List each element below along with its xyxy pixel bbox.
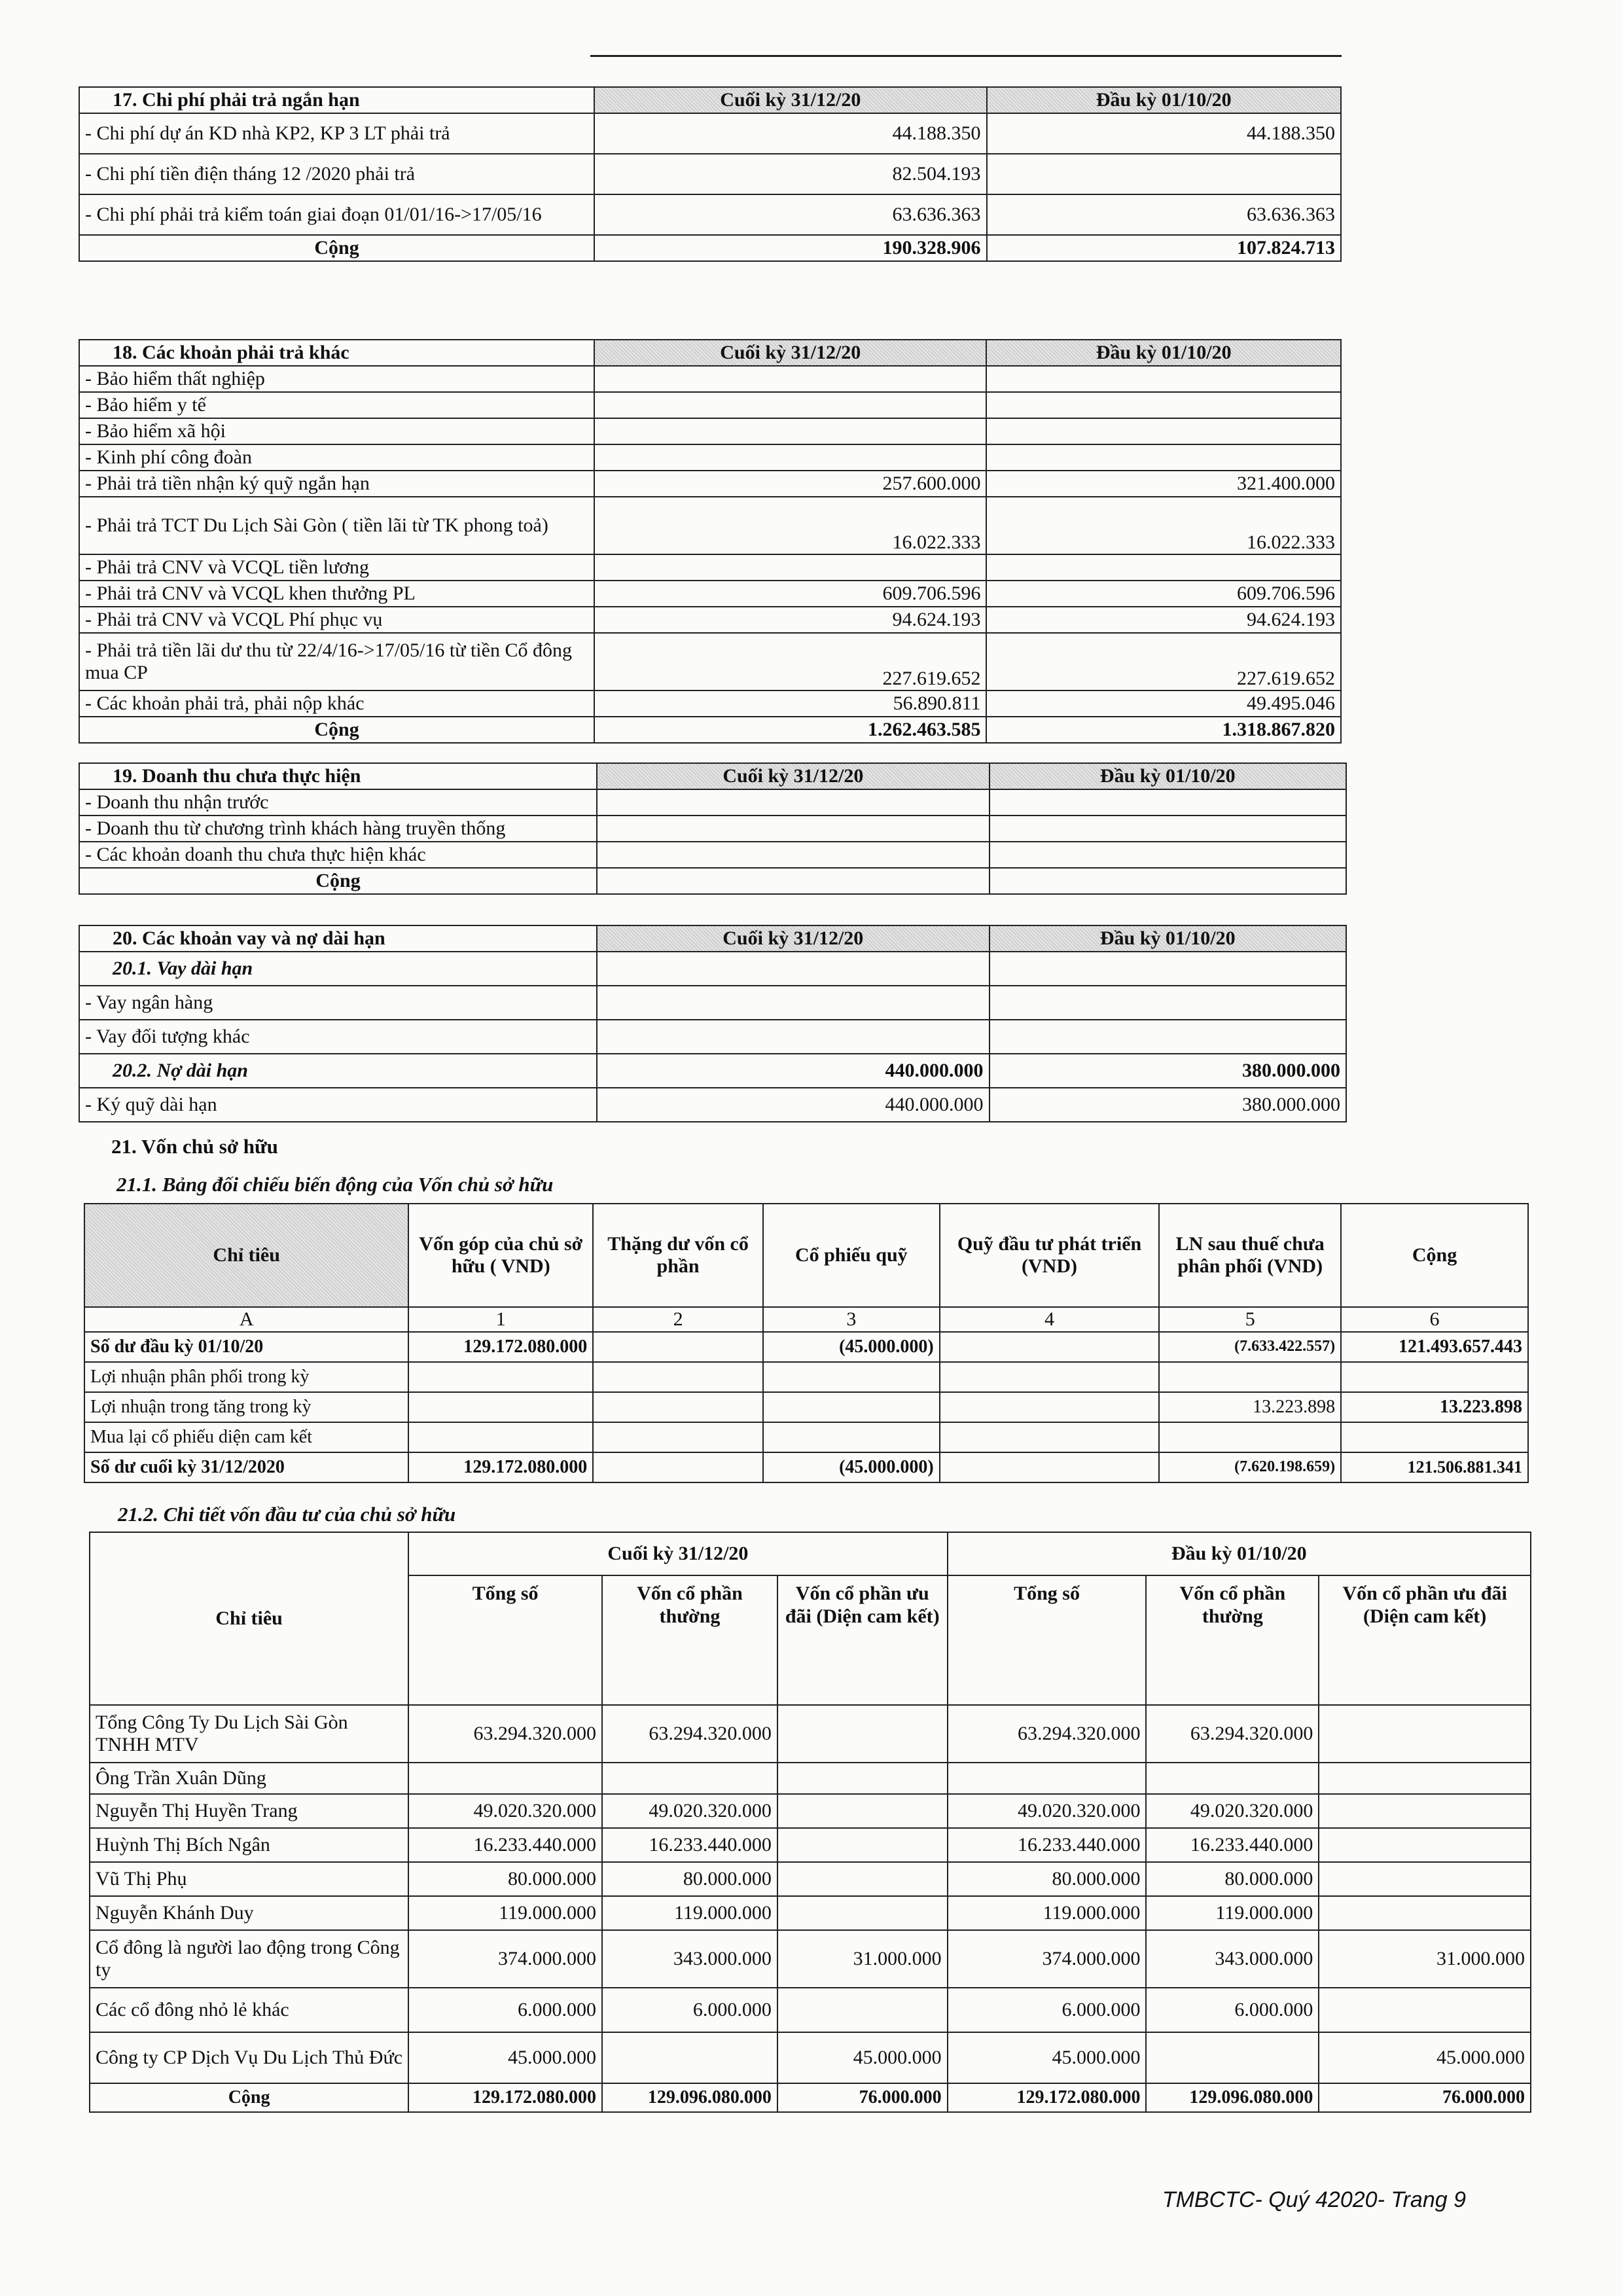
row-label: - Vay đối tượng khác — [79, 1020, 597, 1054]
value-cell: 6.000.000 — [948, 1988, 1147, 2032]
value-begin: 44.188.350 — [987, 113, 1342, 154]
owner-name: Cổ đông là người lao động trong Công ty — [90, 1930, 408, 1988]
value-cell: 121.493.657.443 — [1341, 1332, 1528, 1362]
col-header-begin: Đầu kỳ 01/10/20 — [986, 340, 1341, 366]
col-header-end: Cuối kỳ 31/12/20 — [594, 340, 986, 366]
table-row — [84, 1332, 1528, 1362]
value-cell — [777, 1705, 948, 1763]
value-cell — [948, 1763, 1147, 1794]
table-row — [90, 1862, 1531, 1896]
row-label: - Phải trả tiền lãi dư thu từ 22/4/16->17/05/16 từ tiền Cổ đông mua CP — [79, 633, 594, 691]
value-cell — [593, 1452, 763, 1482]
table-other-payables — [79, 339, 1342, 744]
total-cell: 129.096.080.000 — [1146, 2083, 1319, 2112]
owner-name: Công ty CP Dịch Vụ Du Lịch Thủ Đức — [90, 2032, 408, 2083]
section-title: 17. Chi phí phải trả ngắn hạn — [79, 87, 594, 113]
group-header-begin: Đầu kỳ 01/10/20 — [948, 1532, 1531, 1575]
value-end: 44.188.350 — [594, 113, 986, 154]
table-row — [90, 1705, 1531, 1763]
value-cell — [940, 1362, 1160, 1392]
value-cell: 129.172.080.000 — [408, 1332, 593, 1362]
value-cell: 119.000.000 — [602, 1896, 777, 1930]
value-cell: (45.000.000) — [763, 1332, 940, 1362]
value-cell — [602, 1763, 777, 1794]
col-header-end: Cuối kỳ 31/12/20 — [597, 925, 989, 952]
header-cell: Cổ phiếu quỹ — [763, 1204, 940, 1307]
value-cell — [593, 1422, 763, 1452]
row-label: - Phải trả TCT Du Lịch Sài Gòn ( tiền lãi từ TK phong toả) — [79, 497, 594, 554]
row-label: - Doanh thu từ chương trình khách hàng truyền thống — [79, 816, 597, 842]
value-cell — [408, 1763, 602, 1794]
value-cell: 31.000.000 — [777, 1930, 948, 1988]
index-cell: 5 — [1159, 1307, 1341, 1332]
value-cell — [777, 1828, 948, 1862]
value-cell: 6.000.000 — [408, 1988, 602, 2032]
total-cell: 129.172.080.000 — [948, 2083, 1147, 2112]
value-cell: 49.020.320.000 — [948, 1794, 1147, 1828]
header-cell: Vốn cổ phần ưu đãi (Diện cam kết) — [777, 1575, 948, 1705]
col-header-begin: Đầu kỳ 01/10/20 — [990, 925, 1347, 952]
header-cell: Quỹ đầu tư phát triển (VND) — [940, 1204, 1160, 1307]
value-begin — [986, 554, 1341, 581]
value-cell — [1319, 1794, 1531, 1828]
subsection-title: 21.1. Bảng đối chiếu biến động của Vốn chủ sở hữu — [116, 1173, 554, 1196]
value-cell: 119.000.000 — [948, 1896, 1147, 1930]
col-header-begin: Đầu kỳ 01/10/20 — [990, 763, 1346, 789]
group-header-end: Cuối kỳ 31/12/20 — [408, 1532, 947, 1575]
value-cell — [777, 1794, 948, 1828]
table-row — [90, 2032, 1531, 2083]
total-end: 190.328.906 — [594, 235, 986, 261]
value-cell: 45.000.000 — [948, 2032, 1147, 2083]
value-end — [594, 418, 986, 444]
value-cell — [1319, 1828, 1531, 1862]
value-cell: 374.000.000 — [948, 1930, 1147, 1988]
header-cell: Tổng số — [408, 1575, 602, 1705]
value-cell: 121.506.881.341 — [1341, 1452, 1528, 1482]
table-row-total — [90, 2083, 1531, 2112]
table-row — [84, 1392, 1528, 1422]
value-cell: 16.233.440.000 — [948, 1828, 1147, 1862]
value-cell — [593, 1332, 763, 1362]
row-label: - Chi phí phải trả kiểm toán giai đoạn 01/01/16->17/05/16 — [79, 194, 594, 235]
value-end: 227.619.652 — [594, 633, 986, 691]
value-begin — [986, 418, 1341, 444]
value-cell: 45.000.000 — [1319, 2032, 1531, 2083]
value-end: 16.022.333 — [594, 497, 986, 554]
value-cell: 80.000.000 — [1146, 1862, 1319, 1896]
row-label: Lợi nhuận trong tăng trong kỳ — [84, 1392, 408, 1422]
value-cell — [408, 1392, 593, 1422]
value-cell: 119.000.000 — [408, 1896, 602, 1930]
row-label: - Chi phí tiền điện tháng 12 /2020 phải trả — [79, 154, 594, 194]
table-row — [90, 1828, 1531, 1862]
owner-name: Nguyễn Thị Huyền Trang — [90, 1794, 408, 1828]
section-title: 21. Vốn chủ sở hữu — [111, 1135, 278, 1158]
value-begin — [986, 392, 1341, 418]
row-label: - Phải trả CNV và VCQL Phí phục vụ — [79, 607, 594, 633]
section-title: 20. Các khoản vay và nợ dài hạn — [79, 925, 597, 952]
value-cell — [940, 1422, 1160, 1452]
value-cell: 49.020.320.000 — [1146, 1794, 1319, 1828]
value-cell: (7.633.422.557) — [1159, 1332, 1341, 1362]
value-cell: 343.000.000 — [1146, 1930, 1319, 1988]
value-cell — [1319, 1763, 1531, 1794]
value-cell — [763, 1392, 940, 1422]
value-begin: 49.495.046 — [986, 691, 1341, 717]
owner-name: Ông Trần Xuân Dũng — [90, 1763, 408, 1794]
value-cell — [593, 1362, 763, 1392]
value-begin: 609.706.596 — [986, 581, 1341, 607]
value-cell: 80.000.000 — [948, 1862, 1147, 1896]
value-end — [594, 554, 986, 581]
header-cell: Cộng — [1341, 1204, 1528, 1307]
value-begin: 94.624.193 — [986, 607, 1341, 633]
value-cell — [602, 2032, 777, 2083]
value-end: 609.706.596 — [594, 581, 986, 607]
value-begin: 63.636.363 — [987, 194, 1342, 235]
value-cell — [408, 1362, 593, 1392]
col-header-end: Cuối kỳ 31/12/20 — [594, 87, 986, 113]
value-begin: 227.619.652 — [986, 633, 1341, 691]
value-cell: 63.294.320.000 — [1146, 1705, 1319, 1763]
value-cell — [1319, 1988, 1531, 2032]
row-label: - Các khoản phải trả, phải nộp khác — [79, 691, 594, 717]
total-begin: 107.824.713 — [987, 235, 1342, 261]
table-owner-capital-detail — [89, 1532, 1531, 2113]
total-label: Cộng — [90, 2083, 408, 2112]
value-cell: 80.000.000 — [602, 1862, 777, 1896]
value-cell — [1146, 1763, 1319, 1794]
table-unearned-revenue — [79, 762, 1347, 895]
row-label: - Phải trả CNV và VCQL khen thưởng PL — [79, 581, 594, 607]
value-cell: 13.223.898 — [1159, 1392, 1341, 1422]
row-label: Số dư đầu kỳ 01/10/20 — [84, 1332, 408, 1362]
table-row — [90, 1930, 1531, 1988]
value-cell: 63.294.320.000 — [602, 1705, 777, 1763]
value-cell: 16.233.440.000 — [602, 1828, 777, 1862]
value-cell: 16.233.440.000 — [1146, 1828, 1319, 1862]
header-cell: Vốn cổ phần thường — [602, 1575, 777, 1705]
value-cell: 119.000.000 — [1146, 1896, 1319, 1930]
col-header-begin: Đầu kỳ 01/10/20 — [987, 87, 1342, 113]
value-cell — [777, 1763, 948, 1794]
top-rule — [590, 55, 1342, 57]
page-footer: TMBCTC- Quý 42020- Trang 9 — [1162, 2187, 1466, 2212]
owner-name: Vũ Thị Phụ — [90, 1862, 408, 1896]
table-equity-movement — [84, 1203, 1529, 1483]
value-end: 440.000.000 — [597, 1054, 989, 1088]
value-cell: 374.000.000 — [408, 1930, 602, 1988]
value-cell — [1341, 1362, 1528, 1392]
total-cell: 76.000.000 — [777, 2083, 948, 2112]
value-cell — [1159, 1362, 1341, 1392]
value-cell — [777, 1988, 948, 2032]
value-end: 440.000.000 — [597, 1088, 989, 1122]
row-label: - Kinh phí công đoàn — [79, 444, 594, 471]
total-label: Cộng — [79, 717, 594, 743]
value-cell — [763, 1362, 940, 1392]
row-label: - Vay ngân hàng — [79, 986, 597, 1020]
value-cell: 63.294.320.000 — [948, 1705, 1147, 1763]
row-label: - Phải trả CNV và VCQL tiền lương — [79, 554, 594, 581]
section-title: 18. Các khoản phải trả khác — [79, 340, 594, 366]
subsection-title: 21.2. Chi tiết vốn đầu tư của chủ sở hữu — [118, 1503, 456, 1526]
index-cell: 1 — [408, 1307, 593, 1332]
subsection-title: 20.1. Vay dài hạn — [79, 952, 597, 986]
header-cell: Vốn góp của chủ sở hữu ( VND) — [408, 1204, 593, 1307]
value-cell — [1319, 1896, 1531, 1930]
owner-name: Nguyễn Khánh Duy — [90, 1896, 408, 1930]
value-cell: 129.172.080.000 — [408, 1452, 593, 1482]
value-cell: 6.000.000 — [602, 1988, 777, 2032]
value-cell: 45.000.000 — [408, 2032, 602, 2083]
value-cell — [777, 1896, 948, 1930]
value-cell — [1341, 1422, 1528, 1452]
total-cell: 129.096.080.000 — [602, 2083, 777, 2112]
row-label: - Chi phí dự án KD nhà KP2, KP 3 LT phải trả — [79, 113, 594, 154]
total-label: Cộng — [79, 235, 594, 261]
header-cell: Tổng số — [948, 1575, 1147, 1705]
table-row — [84, 1362, 1528, 1392]
header-cell: LN sau thuế chưa phân phối (VND) — [1159, 1204, 1341, 1307]
value-end: 82.504.193 — [594, 154, 986, 194]
row-label: - Bảo hiểm xã hội — [79, 418, 594, 444]
value-cell — [408, 1422, 593, 1452]
value-cell — [593, 1392, 763, 1422]
value-cell — [940, 1392, 1160, 1422]
value-cell — [777, 1862, 948, 1896]
value-cell — [940, 1452, 1160, 1482]
value-begin: 380.000.000 — [990, 1088, 1347, 1122]
header-cell: Thặng dư vốn cổ phần — [593, 1204, 763, 1307]
value-begin — [986, 444, 1341, 471]
header-cell: Vốn cổ phần thường — [1146, 1575, 1319, 1705]
header-cell: Chỉ tiêu — [84, 1204, 408, 1307]
value-cell — [763, 1422, 940, 1452]
value-cell: 49.020.320.000 — [602, 1794, 777, 1828]
table-long-term-loans — [79, 925, 1347, 1122]
value-cell — [1319, 1705, 1531, 1763]
value-begin: 16.022.333 — [986, 497, 1341, 554]
table-row — [90, 1988, 1531, 2032]
total-cell: 129.172.080.000 — [408, 2083, 602, 2112]
header-cell: Vốn cổ phần ưu đãi (Diện cam kết) — [1319, 1575, 1531, 1705]
row-label: - Bảo hiểm y tế — [79, 392, 594, 418]
value-begin: 380.000.000 — [990, 1054, 1347, 1088]
row-label: - Doanh thu nhận trước — [79, 789, 597, 816]
index-cell: A — [84, 1307, 408, 1332]
value-cell: 49.020.320.000 — [408, 1794, 602, 1828]
row-label: Số dư cuối kỳ 31/12/2020 — [84, 1452, 408, 1482]
owner-name: Các cổ đông nhỏ lẻ khác — [90, 1988, 408, 2032]
table-row — [90, 1896, 1531, 1930]
owner-name: Huỳnh Thị Bích Ngân — [90, 1828, 408, 1862]
value-end — [594, 444, 986, 471]
total-cell: 76.000.000 — [1319, 2083, 1531, 2112]
value-end: 63.636.363 — [594, 194, 986, 235]
subsection-title: 20.2. Nợ dài hạn — [79, 1054, 597, 1088]
value-cell: 45.000.000 — [777, 2032, 948, 2083]
value-begin — [986, 366, 1341, 392]
index-cell: 6 — [1341, 1307, 1528, 1332]
value-cell: 343.000.000 — [602, 1930, 777, 1988]
value-cell: (45.000.000) — [763, 1452, 940, 1482]
row-label: - Phải trả tiền nhận ký quỹ ngắn hạn — [79, 471, 594, 497]
value-end — [594, 392, 986, 418]
value-cell — [1319, 1862, 1531, 1896]
value-begin: 321.400.000 — [986, 471, 1341, 497]
row-label: Lợi nhuận phân phối trong kỳ — [84, 1362, 408, 1392]
row-label: Mua lại cổ phiếu diện cam kết — [84, 1422, 408, 1452]
value-end: 257.600.000 — [594, 471, 986, 497]
index-cell: 2 — [593, 1307, 763, 1332]
value-cell — [1146, 2032, 1319, 2083]
value-end: 56.890.811 — [594, 691, 986, 717]
value-cell: 13.223.898 — [1341, 1392, 1528, 1422]
value-cell: (7.620.198.659) — [1159, 1452, 1341, 1482]
owner-name: Tổng Công Ty Du Lịch Sài Gòn TNHH MTV — [90, 1705, 408, 1763]
value-end: 94.624.193 — [594, 607, 986, 633]
table-row — [90, 1794, 1531, 1828]
table-row — [90, 1763, 1531, 1794]
index-cell: 4 — [940, 1307, 1160, 1332]
table-row — [84, 1422, 1528, 1452]
total-end: 1.262.463.585 — [594, 717, 986, 743]
value-cell: 80.000.000 — [408, 1862, 602, 1896]
value-cell: 31.000.000 — [1319, 1930, 1531, 1988]
total-label: Cộng — [79, 868, 597, 894]
value-cell — [940, 1332, 1160, 1362]
total-begin: 1.318.867.820 — [986, 717, 1341, 743]
value-cell — [1159, 1422, 1341, 1452]
section-title: 19. Doanh thu chưa thực hiện — [79, 763, 597, 789]
col-header-end: Cuối kỳ 31/12/20 — [597, 763, 989, 789]
value-begin — [987, 154, 1342, 194]
table-row — [84, 1452, 1528, 1482]
value-end — [594, 366, 986, 392]
value-cell: 63.294.320.000 — [408, 1705, 602, 1763]
row-label: - Bảo hiểm thất nghiệp — [79, 366, 594, 392]
row-label: - Ký quỹ dài hạn — [79, 1088, 597, 1122]
index-cell: 3 — [763, 1307, 940, 1332]
header-cell: Chỉ tiêu — [90, 1532, 408, 1705]
row-label: - Các khoản doanh thu chưa thực hiện khác — [79, 842, 597, 868]
value-cell: 16.233.440.000 — [408, 1828, 602, 1862]
value-cell: 6.000.000 — [1146, 1988, 1319, 2032]
table-accrued-expenses — [79, 86, 1342, 262]
